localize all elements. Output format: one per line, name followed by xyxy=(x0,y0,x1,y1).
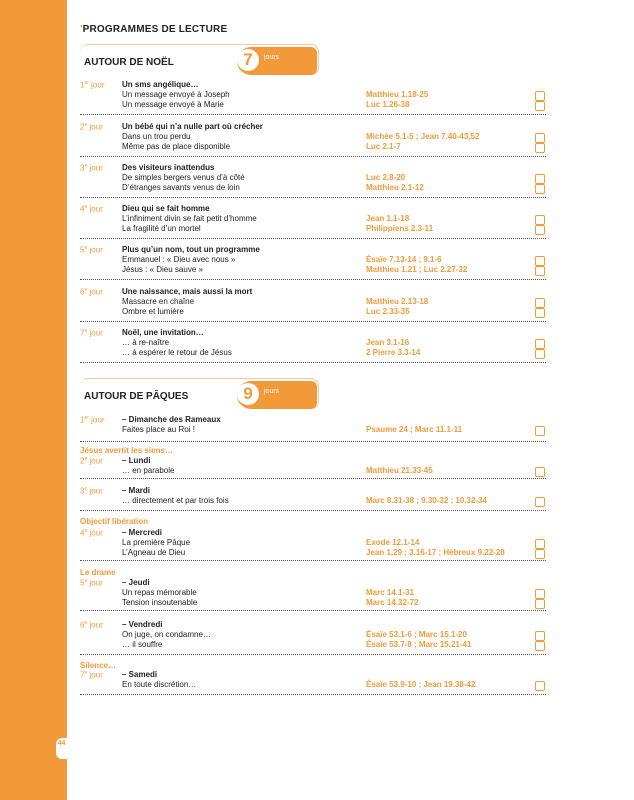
day-number: 6 xyxy=(80,287,85,297)
day-word: jour xyxy=(89,245,103,255)
day-label xyxy=(80,486,103,496)
day-number: 4 xyxy=(80,528,85,538)
day-label xyxy=(80,670,103,680)
day-entry xyxy=(80,245,546,280)
group-heading: Silence… xyxy=(80,661,117,670)
day-number: 1 xyxy=(80,80,85,90)
read-checkbox[interactable] xyxy=(535,539,545,549)
read-checkbox[interactable] xyxy=(535,174,545,184)
day-word: jour xyxy=(89,620,103,630)
day-number: 7 xyxy=(80,328,85,338)
day-ordinal: e xyxy=(84,578,88,584)
reading-topic: En toute discrétion… xyxy=(122,680,197,689)
read-checkbox[interactable] xyxy=(535,349,545,359)
reading-topic: … à re-naître xyxy=(122,338,170,347)
day-title: Dieu qui se fait homme xyxy=(122,204,210,213)
day-title: – Mardi xyxy=(122,486,151,495)
day-word: jour xyxy=(89,204,103,214)
day-ordinal: e xyxy=(84,287,88,293)
bible-reference: Matthieu 1.18-25 xyxy=(366,90,429,99)
day-entry xyxy=(80,287,546,322)
day-entry xyxy=(80,415,546,442)
day-ordinal: e xyxy=(84,163,88,169)
day-entry xyxy=(80,620,546,655)
day-number: 2 xyxy=(80,122,85,132)
day-count: 7 xyxy=(237,49,259,71)
reading-topic: Même pas de place disponible xyxy=(122,142,231,151)
bible-reference: 2 Pierre 3.3-14 xyxy=(366,348,421,357)
reading-topic: L’Agneau de Dieu xyxy=(122,548,186,557)
day-count-unit: jours xyxy=(264,54,280,61)
reading-topic: De simples bergers venus d’à côté xyxy=(122,173,245,182)
day-title: Un bébé qui n’a nulle part où crécher xyxy=(122,122,263,131)
day-label xyxy=(80,620,103,630)
day-title: Une naissance, mais aussi la mort xyxy=(122,287,253,296)
day-title: – Dimanche des Rameaux xyxy=(122,415,221,424)
section-header-noel xyxy=(80,44,318,72)
read-checkbox[interactable] xyxy=(535,225,545,235)
day-title: Des visiteurs inattendus xyxy=(122,163,215,172)
day-word: jour xyxy=(89,578,103,588)
day-title: Noël, une invitation… xyxy=(122,328,204,337)
group-heading: Le drame xyxy=(80,568,116,577)
day-entry xyxy=(80,122,546,157)
day-label xyxy=(80,163,103,173)
bible-reference: Matthieu 2.13-18 xyxy=(366,297,429,306)
day-ordinal: e xyxy=(84,245,88,251)
day-label xyxy=(80,245,103,255)
reading-topic: Jésus : « Dieu sauve » xyxy=(122,265,203,274)
day-entry xyxy=(80,328,546,363)
day-entry xyxy=(80,486,546,511)
reading-topic: … il souffre xyxy=(122,640,163,649)
reading-topic: Dans un trou perdu xyxy=(122,132,191,141)
day-number: 7 xyxy=(80,670,85,680)
reading-topic: … à espérer le retour de Jésus xyxy=(122,348,232,357)
bible-reference: Luc 2.33-35 xyxy=(366,307,410,316)
reading-topic: … directement et par trois fois xyxy=(122,496,229,505)
page-title: 'PROGRAMMES DE LECTURE xyxy=(80,24,228,35)
read-checkbox[interactable] xyxy=(535,143,545,153)
section-title: AUTOUR DE PÂQUES xyxy=(84,391,189,402)
bible-reference: Exode 12.1-14 xyxy=(366,538,420,547)
day-entry xyxy=(80,528,546,561)
day-word: jour xyxy=(89,456,103,466)
day-entry xyxy=(80,456,546,479)
reading-topic: Un message envoyé à Joseph xyxy=(122,90,230,99)
day-number: 2 xyxy=(80,456,85,466)
read-checkbox[interactable] xyxy=(535,266,545,276)
day-title: – Vendredi xyxy=(122,620,163,629)
reading-topic: Ombre et lumière xyxy=(122,307,184,316)
day-count-badge xyxy=(237,47,317,75)
group-heading: Jésus avertit les siens… xyxy=(80,446,173,455)
read-checkbox[interactable] xyxy=(535,589,545,599)
read-checkbox[interactable] xyxy=(535,631,545,641)
day-title: – Lundi xyxy=(122,456,151,465)
read-checkbox[interactable] xyxy=(535,298,545,308)
day-ordinal: e xyxy=(84,122,88,128)
read-checkbox[interactable] xyxy=(535,641,545,651)
day-word: jour xyxy=(89,287,103,297)
day-word: jour xyxy=(89,528,103,538)
day-number: 4 xyxy=(80,204,85,214)
reading-topic: L’infiniment divin se fait petit d’homme xyxy=(122,214,257,223)
reading-topic: Massacre en chaîne xyxy=(122,297,195,306)
day-count: 9 xyxy=(237,383,259,405)
bible-reference: Philippiens 2.3-11 xyxy=(366,224,434,233)
section-header-paques xyxy=(80,378,318,406)
day-number: 6 xyxy=(80,620,85,630)
day-label xyxy=(80,528,103,538)
day-entry xyxy=(80,163,546,198)
bible-reference: Psaume 24 ; Marc 11.1-11 xyxy=(366,425,463,434)
day-entry xyxy=(80,204,546,239)
day-label xyxy=(80,415,104,425)
day-word: jour xyxy=(91,415,105,425)
reading-topic: Un repas mémorable xyxy=(122,588,197,597)
day-ordinal: e xyxy=(84,456,88,462)
reading-topic: La fragilité d’un mortel xyxy=(122,224,201,233)
bible-reference: Marc 14.1-31 xyxy=(366,588,415,597)
reading-topic: Faites place au Roi ! xyxy=(122,425,195,434)
reading-topic: D’étranges savants venus de loin xyxy=(122,183,240,192)
day-ordinal: e xyxy=(84,528,88,534)
section-title: AUTOUR DE NOËL xyxy=(84,57,174,68)
day-label xyxy=(80,456,103,466)
day-title: – Mercredi xyxy=(122,528,163,537)
bible-reference: Marc 8.31-38 ; 9.30-32 ; 10.32-34 xyxy=(366,496,487,505)
bible-reference: Matthieu 2.1-12 xyxy=(366,183,424,192)
day-number: 3 xyxy=(80,486,85,496)
day-ordinal: e xyxy=(84,670,88,676)
reading-topic: Emmanuel : « Dieu avec nous » xyxy=(122,255,236,264)
bible-reference: Jean 3.1-16 xyxy=(366,338,410,347)
day-word: jour xyxy=(89,163,103,173)
day-word: jour xyxy=(89,670,103,680)
bible-reference: Luc 1.26-38 xyxy=(366,100,410,109)
day-label xyxy=(80,328,103,338)
day-title: – Samedi xyxy=(122,670,158,679)
day-label xyxy=(80,122,103,132)
bible-reference: Michée 5.1-5 ; Jean 7.40-43,52 xyxy=(366,132,480,141)
read-checkbox[interactable] xyxy=(535,549,545,559)
bible-reference: Jean 1.29 ; 3.16-17 ; Hébreux 9.22-28 xyxy=(366,548,505,557)
read-checkbox[interactable] xyxy=(535,599,545,609)
bible-reference: Jean 1.1-18 xyxy=(366,214,410,223)
bible-reference: Ésaïe 53.1-6 ; Marc 15.1-20 xyxy=(366,630,467,639)
day-number: 1 xyxy=(80,415,85,425)
bible-reference: Matthieu 1.21 ; Luc 2.27-32 xyxy=(366,265,468,274)
day-label xyxy=(80,80,104,90)
day-title: Un sms angélique… xyxy=(122,80,199,89)
read-checkbox[interactable] xyxy=(535,256,545,266)
read-checkbox[interactable] xyxy=(535,133,545,143)
reading-topic: … en parabole xyxy=(122,466,175,475)
page-number: 44 xyxy=(56,738,67,759)
day-entry xyxy=(80,578,546,611)
bible-reference: Ésaïe 53.7-8 ; Marc 15.21-41 xyxy=(366,640,472,649)
bible-reference: Luc 2.1-7 xyxy=(366,142,401,151)
read-checkbox[interactable] xyxy=(535,681,545,691)
day-ordinal: e xyxy=(84,620,88,626)
bible-reference: Luc 2.8-20 xyxy=(366,173,406,182)
day-count-unit: jours xyxy=(264,388,280,395)
day-entry xyxy=(80,670,546,695)
read-checkbox[interactable] xyxy=(535,426,545,436)
read-checkbox[interactable] xyxy=(535,308,545,318)
left-accent-stripe xyxy=(0,0,67,800)
day-ordinal: er xyxy=(84,415,89,421)
day-word: jour xyxy=(91,80,105,90)
day-count-badge xyxy=(237,381,317,409)
day-word: jour xyxy=(89,328,103,338)
read-checkbox[interactable] xyxy=(535,339,545,349)
read-checkbox[interactable] xyxy=(535,184,545,194)
reading-topic: On juge, on condamne… xyxy=(122,630,211,639)
bible-reference: Matthieu 21.33-45 xyxy=(366,466,433,475)
group-heading: Objectif libération xyxy=(80,517,149,526)
day-word: jour xyxy=(89,486,103,496)
bible-reference: Marc 14.32-72 xyxy=(366,598,419,607)
read-checkbox[interactable] xyxy=(535,215,545,225)
read-checkbox[interactable] xyxy=(535,497,545,507)
day-title: Plus qu’un nom, tout un programme xyxy=(122,245,260,254)
day-number: 5 xyxy=(80,578,85,588)
bible-reference: Ésaïe 53.9-10 ; Jean 19.38-42 xyxy=(366,680,476,689)
day-label xyxy=(80,204,103,214)
day-ordinal: e xyxy=(84,328,88,334)
day-ordinal: er xyxy=(84,80,89,86)
reading-topic: Tension insoutenable xyxy=(122,598,198,607)
bible-reference: Ésaïe 7.13-14 ; 9.1-6 xyxy=(366,255,442,264)
day-label xyxy=(80,578,103,588)
day-ordinal: e xyxy=(84,204,88,210)
day-ordinal: e xyxy=(84,486,88,492)
day-word: jour xyxy=(89,122,103,132)
reading-topic: Un message envoyé à Marie xyxy=(122,100,224,109)
read-checkbox[interactable] xyxy=(535,91,545,101)
day-number: 3 xyxy=(80,163,85,173)
day-number: 5 xyxy=(80,245,85,255)
day-entry xyxy=(80,80,546,115)
read-checkbox[interactable] xyxy=(535,101,545,111)
day-title: – Jeudi xyxy=(122,578,150,587)
reading-topic: La première Pâque xyxy=(122,538,191,547)
day-label xyxy=(80,287,103,297)
read-checkbox[interactable] xyxy=(535,467,545,477)
